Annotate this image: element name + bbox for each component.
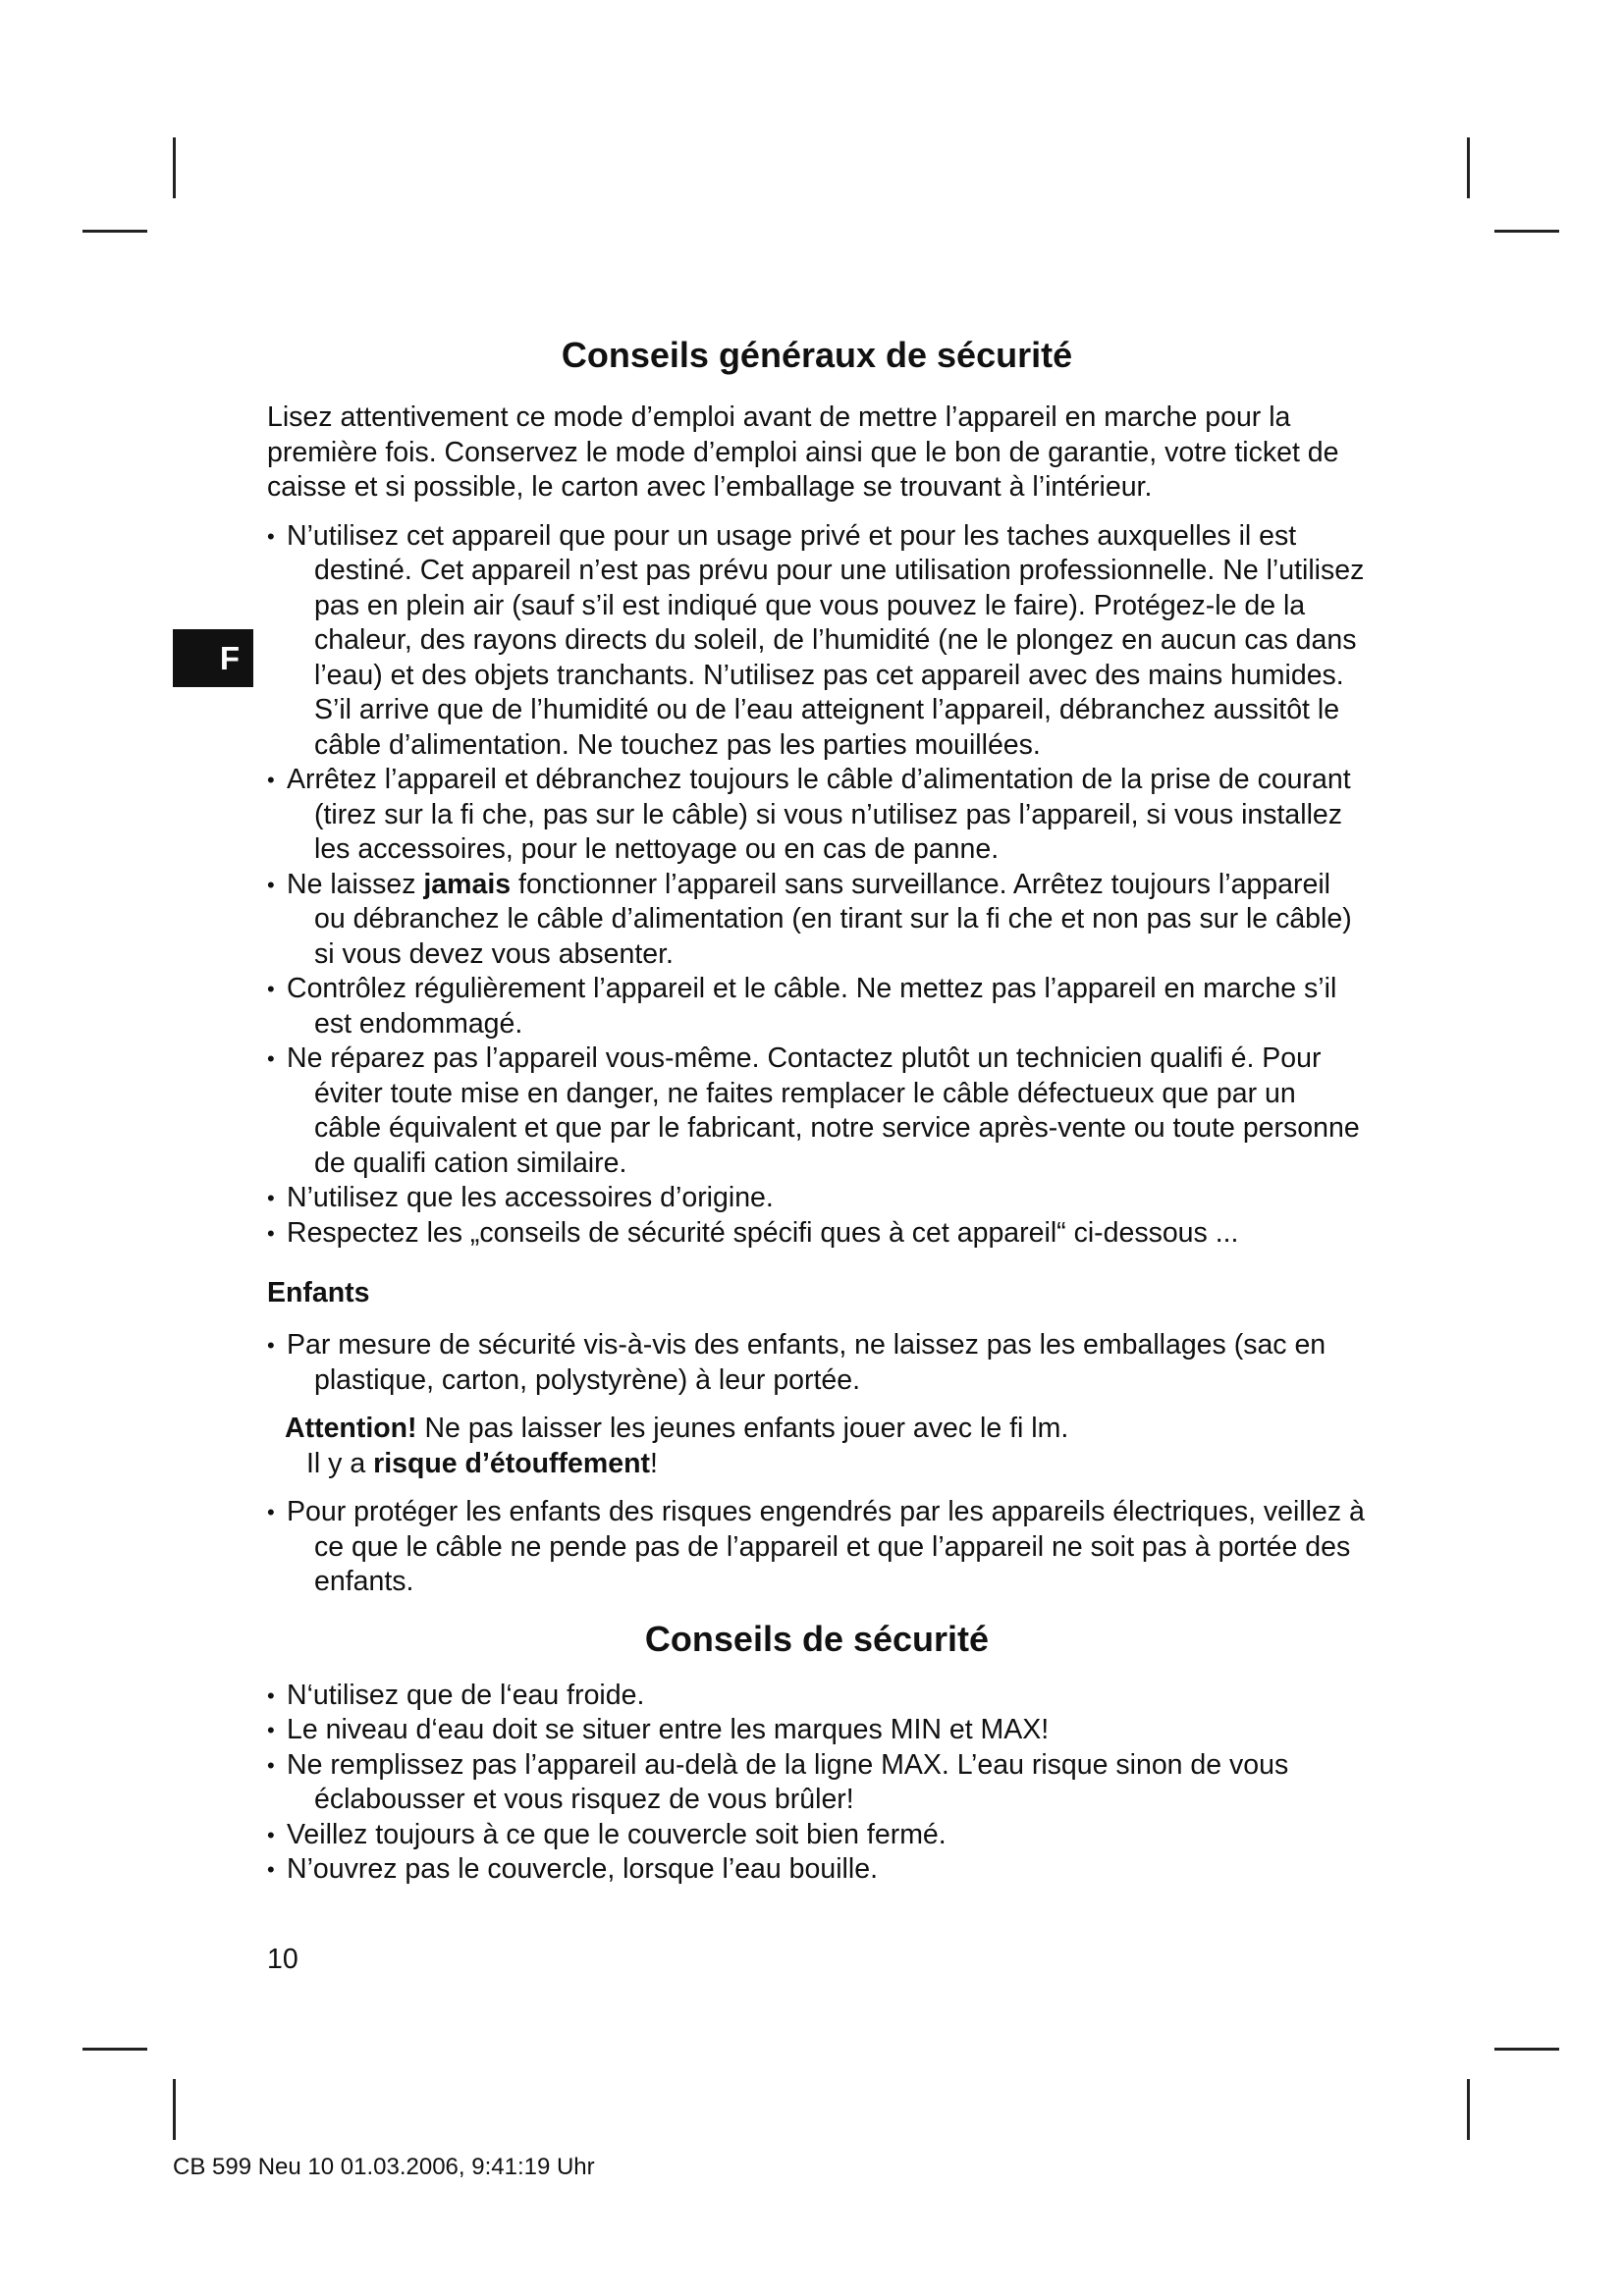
page-content [267, 334, 1367, 1888]
list-item: • N’utilisez cet appareil que pour un usage privé et pour les taches auxquelles il est destiné. Cet appareil n’est pas prévu pour une utilisation professionnelle. Ne l’utilisez pas en plein air (sauf s’il est indiqué que vous pouvez le faire). Protégez-le de la chaleur, des rayons directs du soleil, de l’humidité (ne le plongez en aucun cas dans l’eau) et des objets tranchants. N’utilisez pas cet appareil avec des mains humides. S’il arrive que de l’humidité ou de l’eau atteignent l’appareil, débranchez aussitôt le câble d’alimentation. Ne touchez pas les parties mouillées. [267, 519, 1367, 764]
crop-mark [1494, 2048, 1559, 2051]
safety-list [267, 1679, 1367, 1888]
list-item: • Pour protéger les enfants des risques engendrés par les appareils électriques, veillez à ce que le câble ne pende pas de l’appareil et que l’appareil ne soit pas à portée des enfants. [267, 1495, 1367, 1600]
crop-mark [173, 137, 176, 198]
page-number: 10 [267, 1944, 298, 1975]
list-item: • N’utilisez que les accessoires d’origine. [267, 1181, 1367, 1216]
list-item: • Veillez toujours à ce que le couvercle soit bien fermé. [267, 1818, 1367, 1853]
general-safety-list [267, 519, 1367, 1252]
section-title-general-safety: Conseils généraux de sécurité [561, 335, 1073, 375]
list-item: • Contrôlez régulièrement l’appareil et le câble. Ne mettez pas l’appareil en marche s’il est endommagé. [267, 972, 1367, 1041]
crop-mark [1494, 230, 1559, 233]
list-item: • N’ouvrez pas le couvercle, lorsque l’eau bouille. [267, 1852, 1367, 1888]
crop-mark [1467, 2079, 1470, 2140]
list-item: • Par mesure de sécurité vis-à-vis des enfants, ne laissez pas les emballages (sac en plastique, carton, polystyrène) à leur portée. [267, 1328, 1367, 1398]
crop-mark [82, 2048, 147, 2051]
section-title-safety: Conseils de sécurité [644, 1618, 990, 1659]
list-item: • Le niveau d‘eau doit se situer entre les marques MIN et MAX! [267, 1713, 1367, 1748]
children-list-2 [267, 1495, 1367, 1600]
print-footer: CB 599 Neu 10 01.03.2006, 9:41:19 Uhr [173, 2154, 595, 2180]
crop-mark [82, 230, 147, 233]
list-item: • N‘utilisez que de l‘eau froide. [267, 1679, 1367, 1714]
crop-mark [173, 2079, 176, 2140]
intro-paragraph: Lisez attentivement ce mode d’emploi avant de mettre l’appareil en marche pour la première fois. Conservez le mode d’emploi ainsi que le bon de garantie, votre ticket de caisse et si possible, le carton avec l’emballage se trouvant à l’intérieur. [267, 401, 1339, 503]
attention-note: Attention! Ne pas laisser les jeunes enfants jouer avec le fi lm. Il y a risque d’étouffement! [285, 1413, 1069, 1479]
list-item: • Ne laissez jamais fonctionner l’appareil sans surveillance. Arrêtez toujours l’appareil ou débranchez le câble d’alimentation (en tirant sur la fi che et non pas sur le câble) si vous devez vous absenter. [267, 868, 1367, 973]
list-item: • Ne remplissez pas l’appareil au-delà de la ligne MAX. L’eau risque sinon de vous éclabousser et vous risquez de vous brûler! [267, 1748, 1367, 1818]
list-item: • Arrêtez l’appareil et débranchez toujours le câble d’alimentation de la prise de courant (tirez sur la fi che, pas sur le câble) si vous n’utilisez pas l’appareil, si vous installez les accessoires, pour le nettoyage ou en cas de panne. [267, 763, 1367, 868]
language-tab: F [173, 629, 253, 687]
list-item: • Respectez les „conseils de sécurité spécifi ques à cet appareil“ ci-dessous ... [267, 1216, 1367, 1252]
children-list [267, 1328, 1367, 1398]
list-item: • Ne réparez pas l’appareil vous-même. Contactez plutôt un technicien qualifi é. Pour éviter toute mise en danger, ne faites remplacer le câble défectueux que par un câble équivalent et que par le fabricant, notre service après-vente ou toute personne de qualifi cation similaire. [267, 1041, 1367, 1181]
children-heading: Enfants [267, 1277, 370, 1308]
crop-mark [1467, 137, 1470, 198]
